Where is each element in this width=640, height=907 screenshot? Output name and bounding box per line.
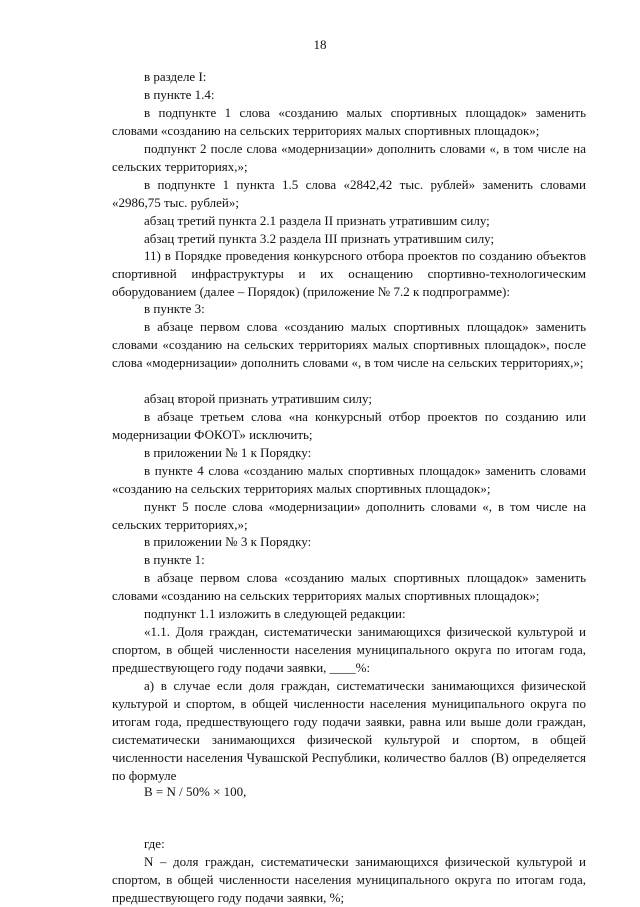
paragraph: подпункт 1.1 изложить в следующей редакции: xyxy=(144,606,406,621)
paragraph: в пункте 1.4: xyxy=(144,87,215,102)
paragraph: «1.1. Доля граждан, систематически занимающихся физической культурой и спортом, в общей численности населения муниципального округа по итогам года, предшествующего году подачи заявки, ____%: xyxy=(112,624,586,675)
paragraph: в разделе I: xyxy=(144,69,207,84)
paragraph: в абзаце третьем слова «на конкурсный отбор проектов по созданию или модернизации ФОКОТ» исключить; xyxy=(112,409,586,442)
page-number: 18 xyxy=(313,37,327,52)
paragraph: абзац третий пункта 2.1 раздела II признать утратившим силу; xyxy=(144,213,490,228)
paragraph: в приложении № 1 к Порядку: xyxy=(144,445,312,460)
paragraph: в пункте 4 слова «созданию малых спортивных площадок» заменить словами «созданию на сельских территориях малых спортивных площадок»; xyxy=(112,463,586,496)
paragraph: где: xyxy=(144,836,165,851)
paragraph: в абзаце первом слова «созданию малых спортивных площадок» заменить словами «созданию на сельских территориях малых спортивных площадок»; xyxy=(112,570,586,603)
formula: B = N / 50% × 100, xyxy=(144,784,247,799)
paragraph: в подпункте 1 слова «созданию малых спортивных площадок» заменить словами «созданию на сельских территориях малых спортивных площадок»; xyxy=(112,105,586,138)
paragraph: абзац третий пункта 3.2 раздела III признать утратившим силу; xyxy=(144,231,495,246)
paragraph: N – доля граждан, систематически занимающихся физической культурой и спортом, в общей численности населения муниципального округа по итогам года, предшествующего году подачи заявки, %; xyxy=(112,854,586,905)
paragraph: в подпункте 1 пункта 1.5 слова «2842,42 тыс. рублей» заменить словами «2986,75 тыс. рублей»; xyxy=(112,177,586,210)
paragraph: абзац второй признать утратившим силу; xyxy=(144,391,372,406)
paragraph: в абзаце первом слова «созданию малых спортивных площадок» заменить словами «созданию на сельских территориях малых спортивных площадок», после слова «модернизации» дополнить словами «, в том числе на сельских территориях,»; xyxy=(112,319,586,370)
paragraph: в приложении № 3 к Порядку: xyxy=(144,534,312,549)
paragraph: 11) в Порядке проведения конкурсного отбора проектов по созданию объектов спортивной инфраструктуры и их оснащению спортивно-технологическим оборудованием (далее – Порядок) (приложение № 7.2 к подпрограмме): xyxy=(112,248,586,299)
paragraph: пункт 5 после слова «модернизации» дополнить словами «, в том числе на сельских территориях,»; xyxy=(112,499,586,532)
paragraph: в пункте 3: xyxy=(144,301,205,316)
paragraph: в пункте 1: xyxy=(144,552,205,567)
paragraph: а) в случае если доля граждан, систематически занимающихся физической культурой и спортом, в общей численности населения муниципального округа по итогам года, предшествующего году подачи заявки, равна или выше доли граждан, систематически занимающихся физической культурой и спортом, в общей численности населения Чувашской Республики, количество баллов (B) определяется по формуле xyxy=(112,678,586,783)
paragraph: подпункт 2 после слова «модернизации» дополнить словами «, в том числе на сельских территориях,»; xyxy=(112,141,586,174)
